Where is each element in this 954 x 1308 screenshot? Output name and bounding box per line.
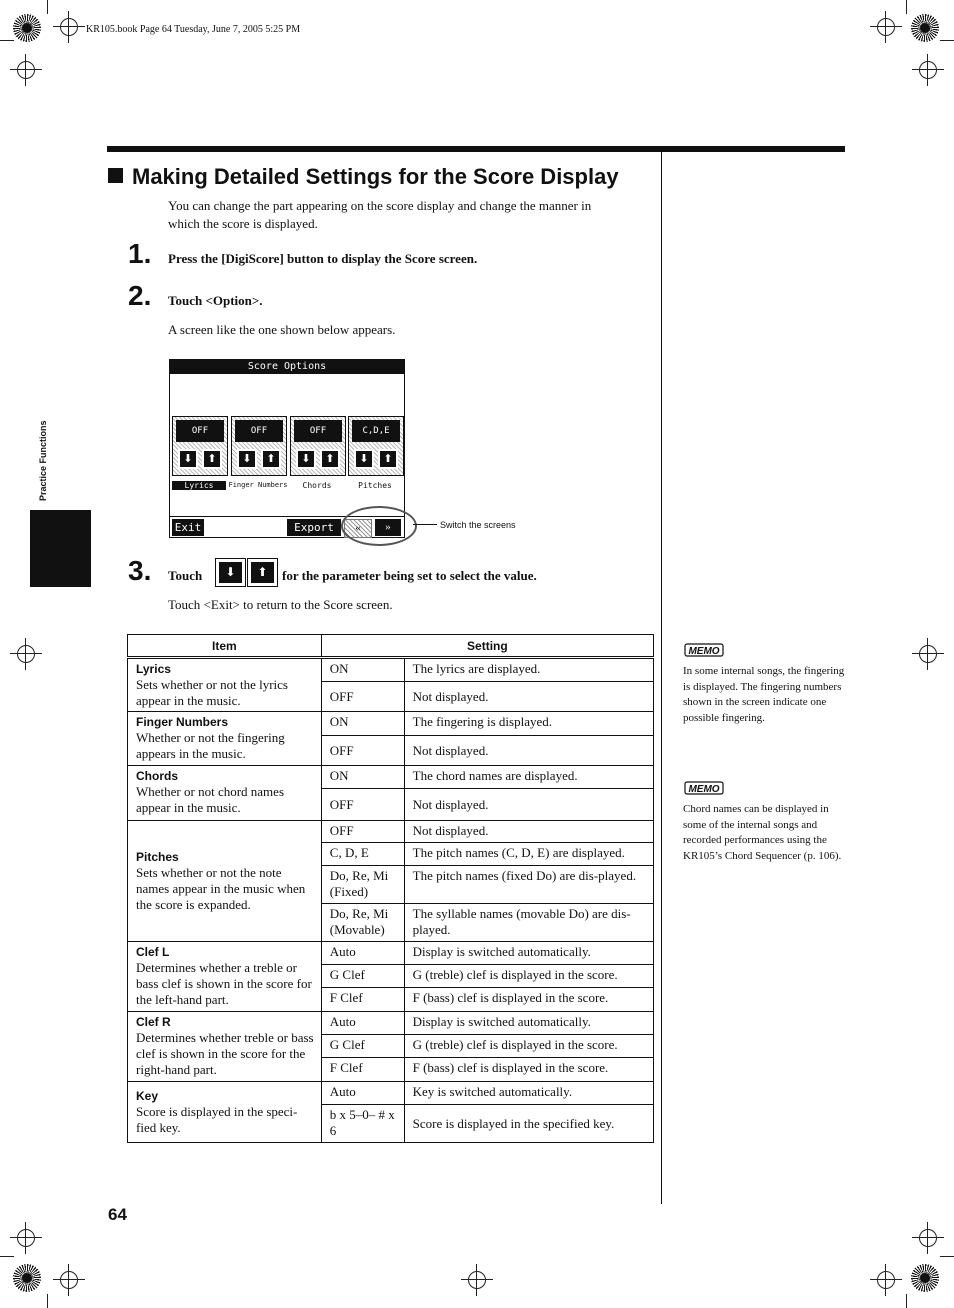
down-arrow-icon[interactable]: ⬇ — [296, 449, 316, 469]
memo-icon — [684, 779, 724, 797]
setting-desc: The pitch names (fixed Do) are dis-played. — [404, 866, 653, 904]
param-label: Finger Numbers — [228, 481, 288, 489]
setting-desc: F (bass) clef is displayed in the score. — [404, 988, 653, 1012]
crosshair-mark — [877, 1271, 895, 1289]
crosshair-mark — [60, 1271, 78, 1289]
setting-value: OFF — [321, 736, 404, 766]
screen-title: Score Options — [170, 360, 404, 374]
page-number: 64 — [108, 1205, 127, 1224]
highlight-oval — [341, 506, 417, 546]
step-text: Press the [DigiScore] button to display the Score screen. — [168, 251, 478, 266]
setting-value: OFF — [321, 821, 404, 843]
setting-value: G Clef — [321, 965, 404, 988]
crosshair-mark — [877, 18, 895, 36]
setting-desc: Score is displayed in the specified key. — [404, 1105, 653, 1143]
crop-line — [940, 1256, 954, 1257]
setting-value: Auto — [321, 1082, 404, 1105]
crosshair-mark — [919, 61, 937, 79]
exit-button[interactable]: Exit — [172, 519, 204, 536]
down-arrow-icon[interactable]: ⬇ — [354, 449, 374, 469]
table-row — [128, 942, 654, 965]
param-lyrics[interactable] — [172, 416, 228, 476]
setting-value: OFF — [321, 682, 404, 712]
setting-value: ON — [321, 766, 404, 789]
crosshair-mark — [17, 61, 35, 79]
setting-desc: The lyrics are displayed. — [404, 658, 653, 682]
registration-sun-top-left — [13, 14, 41, 42]
param-label: Pitches — [358, 481, 392, 490]
param-label: Chords — [302, 481, 332, 490]
memo-icon — [684, 641, 724, 659]
item-cell: Clef R Determines whether treble or bass clef is shown in the score for the right-hand part. — [128, 1012, 322, 1082]
setting-desc: G (treble) clef is displayed in the score. — [404, 965, 653, 988]
step-text-before: Touch — [168, 568, 203, 583]
memo-text: In some internal songs, the fingering is displayed. The fingering numbers shown in the screen indicate one possible fingering. — [683, 665, 845, 724]
param-value: C,D,E — [352, 420, 400, 442]
setting-desc: Display is switched automatically. — [404, 1012, 653, 1035]
setting-desc: Display is switched automatically. — [404, 942, 653, 965]
setting-value: C, D, E — [321, 843, 404, 866]
crop-line — [906, 1294, 907, 1308]
step-number: 2. — [128, 280, 152, 311]
crosshair-mark — [919, 645, 937, 663]
step-note: A screen like the one shown below appears. — [168, 322, 396, 337]
setting-desc: The pitch names (C, D, E) are displayed. — [404, 843, 653, 866]
column-rule — [661, 152, 662, 1204]
crosshair-mark — [468, 1271, 486, 1289]
side-tab-block — [30, 510, 91, 587]
setting-desc: Not displayed. — [404, 682, 653, 712]
down-button-illustration — [215, 558, 246, 587]
table-row — [128, 712, 654, 736]
up-button-illustration — [247, 558, 278, 587]
param-finger-numbers[interactable] — [231, 416, 287, 476]
setting-value: OFF — [321, 789, 404, 821]
crop-line — [906, 0, 907, 14]
setting-desc: F (bass) clef is displayed in the score. — [404, 1058, 653, 1082]
up-arrow-icon: ⬆ — [251, 562, 274, 583]
file-header: KR105.book Page 64 Tuesday, June 7, 2005 5:25 PM — [86, 24, 301, 35]
setting-desc: The chord names are displayed. — [404, 766, 653, 789]
setting-desc: G (treble) clef is displayed in the score. — [404, 1035, 653, 1058]
crosshair-mark — [17, 1229, 35, 1247]
callout-text: Switch the screens — [440, 520, 516, 530]
crop-line — [47, 0, 48, 14]
top-rule — [107, 146, 845, 152]
step-text-after: for the parameter being set to select the value. — [282, 568, 537, 583]
crop-line — [0, 1256, 14, 1257]
up-arrow-icon[interactable]: ⬆ — [378, 449, 398, 469]
crosshair-mark — [919, 1229, 937, 1247]
down-arrow-icon[interactable]: ⬇ — [178, 449, 198, 469]
table-row — [128, 766, 654, 789]
crop-line — [940, 40, 954, 41]
square-bullet-icon — [108, 168, 123, 183]
step-text: Touch <Option>. — [168, 293, 263, 308]
crop-line — [47, 1294, 48, 1308]
param-value: OFF — [235, 420, 283, 442]
setting-desc: Not displayed. — [404, 789, 653, 821]
item-cell: Chords Whether or not chord names appear in the music. — [128, 766, 322, 821]
setting-value: Auto — [321, 942, 404, 965]
crop-line — [0, 40, 14, 41]
item-cell: Finger Numbers Whether or not the fingering appears in the music. — [128, 712, 322, 766]
prev-screen-button[interactable]: « — [344, 519, 372, 538]
step-number: 3. — [128, 555, 152, 586]
registration-sun-top-right — [911, 14, 939, 42]
callout-line — [413, 524, 437, 525]
step-number: 1. — [128, 238, 152, 269]
setting-desc: The fingering is displayed. — [404, 712, 653, 736]
up-arrow-icon[interactable]: ⬆ — [261, 449, 281, 469]
setting-desc: Not displayed. — [404, 821, 653, 843]
table-row — [128, 658, 654, 682]
step-note: Touch <Exit> to return to the Score screen. — [168, 597, 393, 612]
crosshair-mark — [17, 645, 35, 663]
svg-text:MEMO: MEMO — [688, 646, 720, 657]
registration-sun-bottom-right — [911, 1264, 939, 1292]
up-arrow-icon[interactable]: ⬆ — [202, 449, 222, 469]
item-cell: Lyrics Sets whether or not the lyrics appear in the music. — [128, 658, 322, 712]
svg-text:MEMO: MEMO — [688, 784, 720, 795]
table-row — [128, 821, 654, 843]
setting-desc: Key is switched automatically. — [404, 1082, 653, 1105]
table-header-setting: Setting — [321, 635, 653, 658]
table-row — [128, 1012, 654, 1035]
item-cell: Clef L Determines whether a treble or bass clef is shown in the score for the left-hand part. — [128, 942, 322, 1012]
section-title: Making Detailed Settings for the Score Display — [108, 164, 619, 190]
setting-desc: Not displayed. — [404, 736, 653, 766]
setting-value: F Clef — [321, 988, 404, 1012]
param-chords[interactable] — [290, 416, 346, 476]
table-row — [128, 1082, 654, 1105]
setting-value: G Clef — [321, 1035, 404, 1058]
crosshair-mark — [60, 18, 78, 36]
up-arrow-icon[interactable]: ⬆ — [320, 449, 340, 469]
setting-value: Auto — [321, 1012, 404, 1035]
settings-table — [127, 634, 654, 1143]
side-tab-label: Practice Functions — [38, 420, 48, 501]
setting-value: b x 5–0– # x 6 — [321, 1105, 404, 1143]
setting-value: F Clef — [321, 1058, 404, 1082]
param-label: Lyrics — [172, 481, 226, 490]
param-pitches[interactable] — [348, 416, 404, 476]
setting-value: ON — [321, 712, 404, 736]
memo-text: Chord names can be displayed in some of the internal songs and recorded performances using the KR105’s Chord Sequencer (p. 106). — [683, 803, 842, 862]
item-cell: Pitches Sets whether or not the note names appear in the music when the score is expanded. — [128, 821, 322, 942]
setting-value: ON — [321, 658, 404, 682]
setting-desc: The syllable names (movable Do) are dis-played. — [404, 904, 653, 942]
down-arrow-icon: ⬇ — [219, 562, 242, 583]
param-value: OFF — [176, 420, 224, 442]
item-cell: Key Score is displayed in the speci-fied key. — [128, 1082, 322, 1143]
registration-sun-bottom-left — [13, 1264, 41, 1292]
setting-value: Do, Re, Mi (Fixed) — [321, 866, 404, 904]
export-button[interactable]: Export — [287, 519, 341, 536]
setting-value: Do, Re, Mi (Movable) — [321, 904, 404, 942]
param-value: OFF — [294, 420, 342, 442]
next-screen-button[interactable]: » — [375, 519, 401, 536]
table-header-item: Item — [128, 635, 322, 658]
down-arrow-icon[interactable]: ⬇ — [237, 449, 257, 469]
intro-text: You can change the part appearing on the score display and change the manner in which the score is displayed. — [168, 198, 592, 231]
